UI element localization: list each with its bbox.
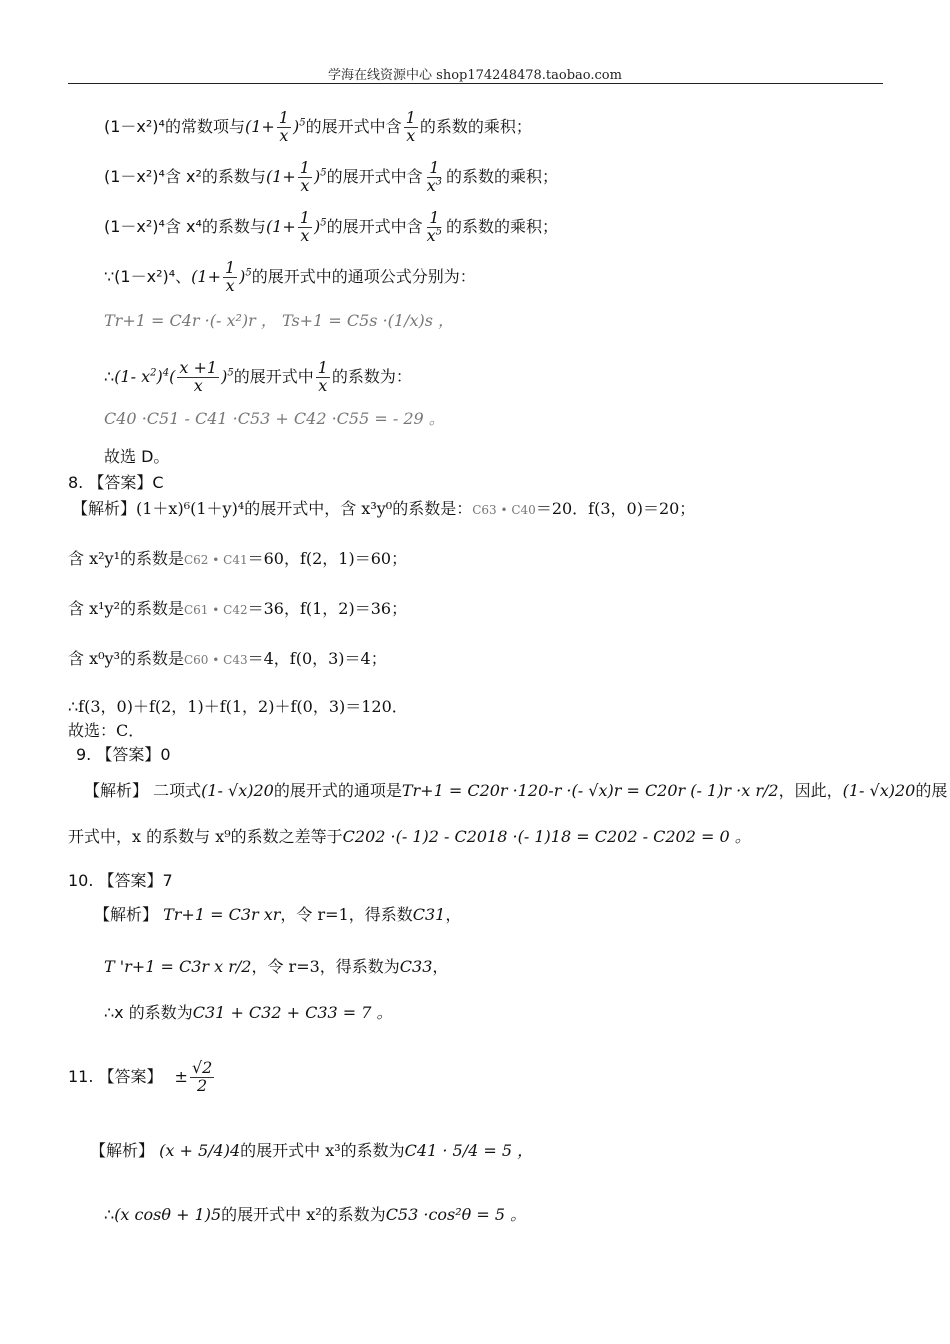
text: ∴ (104, 1205, 115, 1224)
q10-line-3 (104, 1002, 393, 1024)
formula: C202 ·(- 1)2 - C2018 ·(- 1)18 = C202 - C202 = 0 。 (342, 827, 751, 846)
frac-1-over-x: $\frac{1}{x}$ (405, 108, 416, 145)
text: (1－x²)⁴的常数项与 (104, 116, 245, 136)
header-rule (68, 83, 883, 84)
text: 的展 (915, 781, 948, 800)
answer-9: 9. 【答案】0 (76, 745, 171, 764)
choose-d: 故选 D。 (104, 447, 170, 466)
text: 的系数的乘积； (446, 166, 559, 186)
page-header: 学海在线资源中心 shop174248478.taobao.com (328, 68, 622, 83)
formula: Tr+1 = C3r xr (163, 905, 281, 924)
text: 【解析】(1＋x)⁶(1＋y)⁴的展开式中，含 x³y⁰的系数是： (72, 499, 473, 518)
formula: C60 • C43 (183, 653, 248, 667)
line-4 (104, 260, 476, 295)
answer-10: 10. 【答案】7 (68, 871, 173, 890)
formula: C63 • C40 (472, 503, 536, 517)
formula: (1- √x)20 (201, 781, 274, 800)
formula: C31 (412, 905, 446, 924)
text: 的系数的乘积； (419, 116, 532, 136)
text: 【解析】 (90, 1141, 155, 1160)
line-6 (104, 360, 412, 395)
q9-line-2 (68, 826, 751, 848)
q9-line-1 (84, 780, 947, 802)
formula-result-29: C40 ·C51 - C41 ·C53 + C42 ·C55 = - 29 。 (104, 409, 445, 428)
answer-8: 8. 【答案】C (68, 473, 164, 492)
q11-line-1 (90, 1140, 533, 1162)
text: ，令 r=3，得系数为 (251, 957, 400, 976)
text: 的展开式中的通项公式分别为： (251, 266, 476, 286)
text: (1－x²)⁴含 x⁴的系数与 (104, 216, 266, 236)
text: 含 x²y¹的系数是 (68, 549, 184, 568)
q8-sum: ∴f(3，0)＋f(2，1)＋f(1，2)＋f(0，3)＝120． (68, 697, 408, 716)
q10-line-1: 【解析】 Tr+1 = C3r xr，令 r=1，得系数C31， (94, 905, 462, 924)
text: ∵(1－x²)⁴、 (104, 266, 192, 286)
text: 的展开式中含 (305, 116, 402, 136)
text: ＝60，f(2，1)＝60； (247, 549, 408, 568)
math: (1+ $\frac{1}{x}$ )$^5$ (191, 258, 252, 295)
text: (1－x²)⁴含 x²的系数与 (104, 166, 266, 186)
answer-11 (68, 1060, 216, 1095)
formula: C61 • C42 (183, 603, 248, 617)
line-3 (104, 210, 558, 245)
formula: C62 • C41 (183, 553, 248, 567)
frac: $\frac{1}{x}$ (317, 358, 328, 395)
math: (1+ $\frac{1}{x}$ )$^5$ (265, 208, 327, 245)
text: 的展开式中含 (326, 216, 423, 236)
text: 【解析】 (94, 905, 159, 924)
text: 含 x⁰y³的系数是 (68, 649, 184, 668)
math: (1- $x^2)^4$( $\frac{x +1}{x}$ )$^5$ (114, 358, 234, 395)
math: (1+ $\frac{1}{x}$ )$^5$ (265, 158, 327, 195)
text: 的展开式的通项是 (273, 781, 402, 800)
text: 含 x¹y²的系数是 (68, 599, 184, 618)
text: 的展开式中 x²的系数为 (221, 1205, 386, 1224)
formula: (x cosθ + 1)5 (114, 1205, 222, 1224)
text: ＝4，f(0，3)＝4； (247, 649, 387, 668)
formula: C53 ·cos²θ = 5 。 (385, 1205, 527, 1224)
q8-line-1 (72, 498, 695, 521)
text: ，因此， (778, 781, 843, 800)
q8-line-4 (68, 648, 387, 671)
q8-choose: 故选：C． (68, 721, 145, 740)
text: 的系数的乘积； (446, 216, 559, 236)
formula-general-terms: Tr+1 = C4r ·(- x²)r ， Ts+1 = C5s ·(1/x)s ， (104, 311, 455, 330)
text: ∴ (104, 366, 115, 386)
formula: T 'r+1 = C3r x r/2 (104, 957, 252, 976)
text: 开式中，x 的系数与 x⁹的系数之差等于 (68, 827, 343, 846)
text: 的展开式中 (233, 366, 314, 386)
formula: C33 (399, 957, 433, 976)
text: ∴x 的系数为 (104, 1003, 193, 1022)
formula: Tr+1 = C20r ·120-r ·(- √x)r = C20r (- 1)r ·x r/2 (401, 781, 779, 800)
formula: (1- √x)20 (842, 781, 916, 800)
q8-line-2 (68, 548, 407, 571)
frac-1-over-x3: $\frac{1}{x^3}$ (426, 158, 442, 195)
text: 【解析】 二项式 (84, 781, 202, 800)
text: 11. 【答案】 (68, 1066, 163, 1086)
text: ＝36，f(1，2)＝36； (247, 599, 408, 618)
text: 的系数为： (331, 366, 412, 386)
formula: C31 + C32 + C33 = 7 。 (192, 1003, 393, 1022)
formula: (x + 5/4)4 (159, 1141, 241, 1160)
text: ＝20．f(3，0)＝20； (535, 499, 696, 518)
q8-line-3 (68, 598, 407, 621)
q10-line-2: T 'r+1 = C3r x r/2，令 r=3，得系数为C33， (104, 957, 449, 976)
formula: C41 · 5/4 = 5 ， (404, 1141, 534, 1160)
line-2 (104, 160, 558, 195)
text: 的展开式中含 (326, 166, 423, 186)
frac-1-over-x5: $\frac{1}{x^5}$ (426, 208, 442, 245)
text: ，令 r=1，得系数 (280, 905, 413, 924)
q11-line-2 (104, 1204, 526, 1226)
line-1 (104, 110, 532, 145)
math-1-plus-1-over-x-5: (1+ $\frac{1}{x}$ )$^5$ (244, 108, 306, 145)
answer-pm-root2-over-2: ± $\frac{√2}{2}$ (174, 1058, 213, 1095)
text: 的展开式中 x³的系数为 (240, 1141, 405, 1160)
